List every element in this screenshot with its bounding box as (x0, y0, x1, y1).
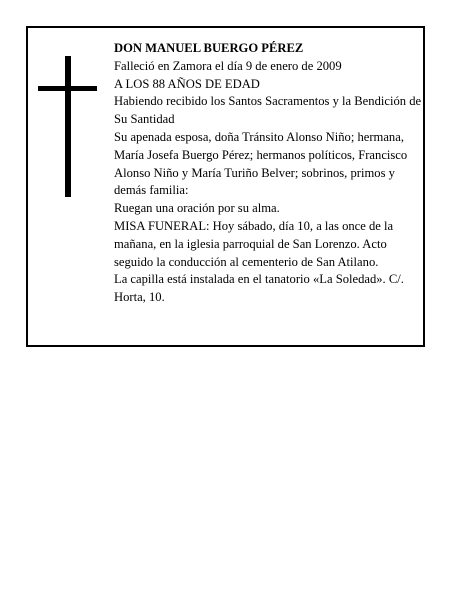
death-date-place: Falleció en Zamora el día 9 de enero de 2009 (114, 58, 342, 73)
cross-horizontal-bar (38, 86, 97, 91)
funeral-mass-details: MISA FUNERAL: Hoy sábado, día 10, a las once de la mañana, en la iglesia parroquial de San Lorenzo. Acto seguido la conducción al cementerio de San Atilano. (114, 218, 394, 269)
prayer-request: Ruegan una oración por su alma. (114, 201, 280, 216)
obituary-notice (26, 26, 425, 347)
notice-text (114, 40, 422, 307)
chapel-location: La capilla está instalada en el tanatorio «La Soledad». C/. Horta, 10. (114, 272, 404, 305)
sacraments-line: Habiendo recibido los Santos Sacramentos y la Bendición de Su Santidad (114, 94, 422, 127)
cross-vertical-bar (65, 56, 71, 197)
family-members: Su apenada esposa, doña Tránsito Alonso Niño; hermana, María Josefa Buergo Pérez; hermanos políticos, Francisco Alonso Niño y María Turiño Belver; sobrinos, primos y demás familia: (114, 129, 408, 198)
deceased-name: DON MANUEL BUERGO PÉREZ (114, 41, 304, 55)
age-at-death: A LOS 88 AÑOS DE EDAD (114, 76, 260, 91)
